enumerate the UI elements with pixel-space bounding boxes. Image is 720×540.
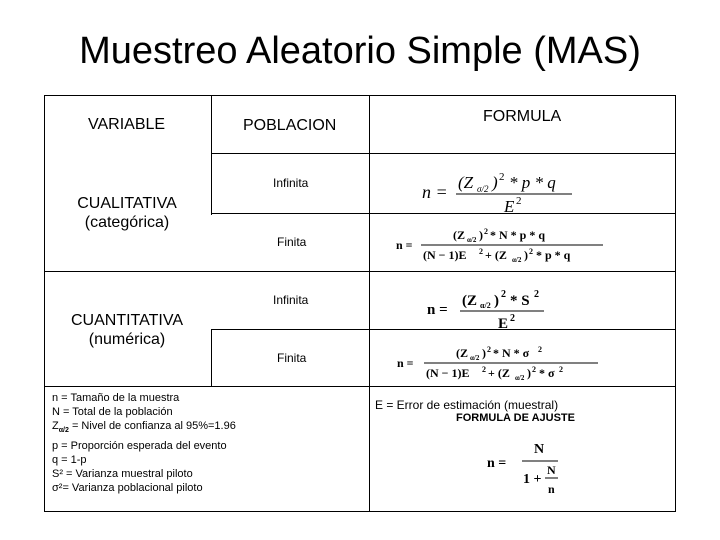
formula-cualitativa-finita: [395, 226, 607, 266]
svg-text:* σ: * σ: [539, 366, 555, 380]
svg-text:): ): [527, 366, 531, 380]
svg-text:* p * q: * p * q: [509, 173, 556, 192]
svg-text:2: 2: [482, 365, 486, 374]
variable-cualitativa: [52, 194, 202, 232]
pop-infinite: Infinita: [273, 176, 309, 190]
legend-item: σ²= Varianza poblacional piloto: [52, 482, 203, 495]
table-divider: [211, 95, 212, 215]
variable-line2: (numérica): [88, 331, 166, 348]
svg-text:* p * q: * p * q: [536, 248, 571, 262]
svg-text:(N − 1)E: (N − 1)E: [426, 366, 470, 380]
svg-text:2: 2: [534, 289, 539, 300]
page-title: Muestreo Aleatorio Simple (MAS): [79, 30, 641, 72]
formula-cuantitativa-infinita: [426, 285, 576, 331]
svg-text:n =: n =: [396, 238, 413, 252]
svg-text:2: 2: [501, 289, 506, 300]
svg-text:N: N: [547, 463, 556, 477]
legend-item: p = Proporción esperada del evento: [52, 439, 227, 452]
error-note: E = Error de estimación (muestral): [375, 398, 559, 412]
svg-text:(N − 1)E: (N − 1)E: [423, 248, 467, 262]
legend-item: [52, 419, 352, 438]
svg-text:* S: * S: [510, 293, 530, 309]
variable-cuantitativa: [52, 311, 202, 349]
svg-text:2: 2: [510, 313, 515, 324]
legend-item-text: = Nivel de confianza al 95%=1.96: [71, 420, 236, 433]
svg-text:+ (Z: + (Z: [488, 366, 510, 380]
svg-text:α/2: α/2: [480, 301, 491, 310]
table-divider: [211, 330, 212, 386]
svg-text:α/2: α/2: [512, 256, 522, 264]
svg-text:2: 2: [484, 227, 488, 236]
header-variable: VARIABLE: [88, 116, 166, 133]
svg-text:): ): [492, 173, 498, 192]
svg-text:2: 2: [516, 195, 522, 207]
svg-text:2: 2: [479, 247, 483, 256]
svg-text:E: E: [504, 197, 515, 214]
table-divider: [44, 386, 676, 387]
svg-text:): ): [479, 228, 483, 242]
svg-text:2: 2: [499, 171, 505, 183]
header-poblacion: POBLACION: [243, 117, 337, 134]
variable-line2: (categórica): [84, 214, 170, 231]
svg-text:n =: n =: [397, 356, 414, 370]
svg-text:α/2: α/2: [467, 236, 477, 244]
pop-infinite: Infinita: [273, 293, 309, 307]
svg-text:2: 2: [487, 345, 491, 354]
svg-text:): ): [494, 293, 499, 309]
svg-text:2: 2: [529, 247, 533, 256]
svg-text:n: n: [548, 482, 555, 496]
svg-text:α/2: α/2: [470, 354, 480, 362]
header-formula: FORMULA: [483, 108, 562, 125]
legend-item: N = Total de la población: [52, 406, 173, 419]
svg-text:(Z: (Z: [458, 173, 474, 192]
svg-text:N: N: [534, 442, 545, 457]
formula-ajuste: [486, 437, 576, 501]
legend-item: S² = Varianza muestral piloto: [52, 468, 193, 481]
svg-text:E: E: [498, 316, 509, 331]
svg-text:n =: n =: [422, 182, 448, 202]
svg-text:): ): [482, 346, 486, 360]
variable-line1: CUANTITATIVA: [71, 312, 183, 329]
svg-text:(Z: (Z: [462, 293, 477, 309]
table-divider: [211, 153, 676, 154]
svg-text:σ/2: σ/2: [477, 184, 489, 194]
adjust-title: FORMULA DE AJUSTE: [456, 412, 575, 424]
svg-text:1 +: 1 +: [523, 472, 542, 487]
legend: [52, 391, 352, 496]
table-divider: [44, 271, 676, 272]
svg-text:α/2: α/2: [515, 374, 525, 382]
variable-line1: CUALITATIVA: [77, 195, 177, 212]
z-subscript: α/2: [58, 427, 69, 435]
svg-text:* N * p * q: * N * p * q: [490, 228, 546, 242]
formula-cuantitativa-finita: [396, 344, 602, 384]
svg-text:+ (Z: + (Z: [485, 248, 507, 262]
pop-finite: Finita: [277, 235, 307, 249]
svg-text:* N * σ: * N * σ: [493, 346, 530, 360]
svg-text:(Z: (Z: [456, 346, 468, 360]
svg-text:2: 2: [532, 365, 536, 374]
legend-item: n = Tamaño de la muestra: [52, 392, 180, 404]
legend-item: q = 1-p: [52, 454, 87, 466]
table-divider: [369, 95, 370, 512]
svg-text:n =: n =: [427, 302, 448, 318]
svg-text:2: 2: [559, 365, 563, 374]
formula-cualitativa-infinita: [420, 168, 580, 214]
svg-text:(Z: (Z: [453, 228, 465, 242]
pop-finite: Finita: [277, 351, 307, 365]
z-symbol: Z: [52, 420, 59, 433]
svg-text:2: 2: [538, 345, 542, 354]
svg-text:n =: n =: [487, 456, 507, 471]
svg-text:): ): [524, 248, 528, 262]
